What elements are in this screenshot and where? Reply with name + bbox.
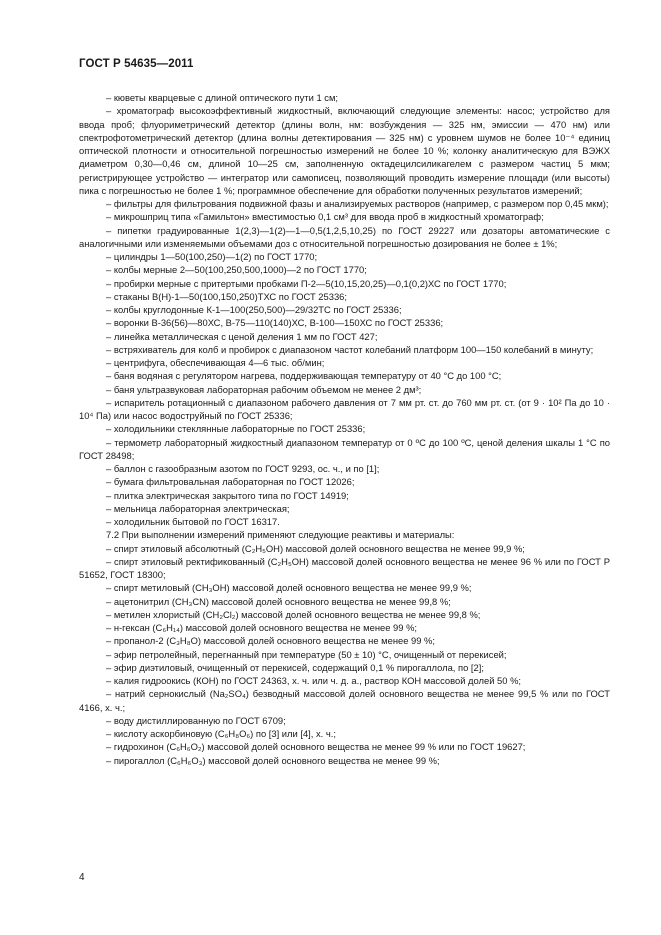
list-item: – бумага фильтровальная лабораторная по ГОСТ 12026; bbox=[106, 476, 355, 488]
list-item: – эфир диэтиловый, очищенный от перекисей, содержащий 0,1 % пирогаллола, по [2]; bbox=[106, 661, 484, 673]
list-item: – центрифуга, обеспечивающая 4—6 тыс. об/мин; bbox=[106, 357, 325, 368]
list-item: – метилен хлористый (CH₂Cl₂) массовой долей основного вещества не менее 99,8 %; bbox=[106, 608, 481, 620]
list-item: – мельница лабораторная электрическая; bbox=[106, 502, 290, 514]
list-item: – кислоту аскорбиновую (C₆H₈O₆) по [3] или [4], х. ч.; bbox=[106, 728, 336, 739]
list-item: – баллон с газообразным азотом по ГОСТ 9293, ос. ч., и по [1]; bbox=[106, 463, 380, 474]
list-item: – спирт этиловый ректификованный (C₂H₅OH) массовой долей основного вещества не менее 96 % или по ГОСТ Р 51652, ГОСТ 18300; bbox=[79, 555, 610, 580]
page-number: 4 bbox=[79, 872, 85, 883]
list-item: – воронки В-36(56)—80ХС, В-75—110(140)ХС, В-100—150ХС по ГОСТ 25336; bbox=[106, 317, 444, 329]
list-item: – плитка электрическая закрытого типа по ГОСТ 14919; bbox=[106, 489, 349, 501]
list-item: – воду дистиллированную по ГОСТ 6709; bbox=[106, 714, 286, 726]
list-item: – холодильник бытовой по ГОСТ 16317. bbox=[106, 516, 280, 527]
list-item: – пирогаллол (C₆H₆O₃) массовой долей основного вещества не менее 99 %; bbox=[106, 754, 440, 766]
list-item: – калия гидроокись (КОН) по ГОСТ 24363, х. ч. или ч. д. а., раствор КОН массовой долей 50 %; bbox=[106, 675, 522, 686]
document-body bbox=[79, 91, 610, 767]
list-item: – микрошприц типа «Гамильтон» вместимостью 0,1 см³ для ввода проб в жидкостный хроматограф; bbox=[106, 211, 544, 223]
list-item: – стаканы В(Н)-1—50(100,150,250)ТХС по ГОСТ 25336; bbox=[106, 290, 347, 302]
list-item: – натрий сернокислый (Na₂SO₄) безводный массовой долей основного вещества не менее 99,5 % или по ГОСТ 4166, х. ч.; bbox=[79, 688, 610, 713]
list-item: – гидрохинон (C₆H₆O₂) массовой долей основного вещества не менее 99 % или по ГОСТ 19627; bbox=[106, 741, 526, 753]
list-item: – пипетки градуированные 1(2,3)—1(2)—1—0,5(1,2,5,10,25) по ГОСТ 29227 или дозаторы автоматические с аналогичными или изменяемыми объемами доз с относительной погрешностью дозирования не более ± 1%; bbox=[79, 224, 610, 249]
list-item: – пробирки мерные с притертыми пробками П-2—5(10,15,20,25)—0,1(0,2)ХС по ГОСТ 1770; bbox=[106, 277, 507, 289]
list-item: – колбы мерные 2—50(100,250,500,1000)—2 по ГОСТ 1770; bbox=[106, 264, 367, 276]
standard-header: ГОСТ Р 54635—2011 bbox=[79, 58, 194, 70]
list-item: – н-гексан (C₆H₁₄) массовой долей основного вещества не менее 99 %; bbox=[106, 622, 418, 633]
list-item: – линейка металлическая с ценой деления 1 мм по ГОСТ 427; bbox=[106, 330, 378, 342]
list-item: – термометр лабораторный жидкостный диапазоном температур от 0 ºС до 100 ºС, ценой деления шкалы 1 °С по ГОСТ 28498; bbox=[79, 436, 610, 461]
list-item: – испаритель ротационный с диапазоном рабочего давления от 7 мм рт. ст. до 760 мм рт. ст. (от 9 · 10² Па до 10 · 10⁴ Па) или насос водоструйный по ГОСТ 25336; bbox=[79, 396, 610, 421]
list-item: – баня ультразвуковая лабораторная рабочим объемом не менее 2 дм³; bbox=[106, 383, 422, 395]
list-item: – хроматограф высокоэффективный жидкостный, включающий следующие элементы: насос; устройство для ввода проб; флуориметрический детектор (длины волн, нм: возбуждения — 325 нм, эмиссии — 470 нм) или спектрофотометрический детектор (длина волны детектирования — 325 нм) с уровнем шумов не более 10⁻⁴ единиц оптической плотности и относительной погрешностью измерений не более 10 %; колонку аналитическую для ВЭЖХ диаметром 0,30—0,46 см, длиной 10—25 см, заполненную октадецилсиликагелем с размером частиц 5 мкм; регистрирующее устройство — интегратор или самописец, позволяющий проводить измерение площади (или высоты) пика с погрешностью не более 1 %; программное обеспечение для обработки полученных результатов измерений; bbox=[79, 105, 610, 196]
section-heading: 7.2 При выполнении измерений применяют следующие реактивы и материалы: bbox=[106, 529, 455, 541]
list-item: – колбы круглодонные К-1—100(250,500)—29/32ТС по ГОСТ 25336; bbox=[106, 304, 402, 315]
list-item: – спирт метиловый (CH₃OH) массовой долей основного вещества не менее 99,9 %; bbox=[106, 582, 472, 594]
list-item: – ацетонитрил (CH₃CN) массовой долей основного вещества не менее 99,8 %; bbox=[106, 595, 451, 607]
list-item: – фильтры для фильтрования подвижной фазы и анализируемых растворов (например, с размером пор 0,45 мкм); bbox=[106, 198, 609, 209]
list-item: – спирт этиловый абсолютный (C₂H₅OH) массовой долей основного вещества не менее 99,9 %; bbox=[106, 542, 525, 554]
list-item: – холодильники стеклянные лабораторные по ГОСТ 25336; bbox=[106, 423, 366, 435]
list-item: – баня водяная с регулятором нагрева, поддерживающая температуру от 40 °С до 100 °С; bbox=[106, 370, 502, 382]
list-item: – встряхиватель для колб и пробирок с диапазоном частот колебаний платформ 100—150 колебаний в минуту; bbox=[106, 343, 594, 355]
list-item: – пропанол-2 (C₃H₈O) массовой долей основного вещества не менее 99 %; bbox=[106, 635, 436, 647]
list-item: – эфир петролейный, перегнанный при температуре (50 ± 10) °С, очищенный от перекисей; bbox=[106, 648, 507, 660]
list-item: – цилиндры 1—50(100,250)—1(2) по ГОСТ 1770; bbox=[106, 251, 318, 262]
list-item: – кюветы кварцевые с длиной оптического пути 1 см; bbox=[106, 92, 339, 103]
